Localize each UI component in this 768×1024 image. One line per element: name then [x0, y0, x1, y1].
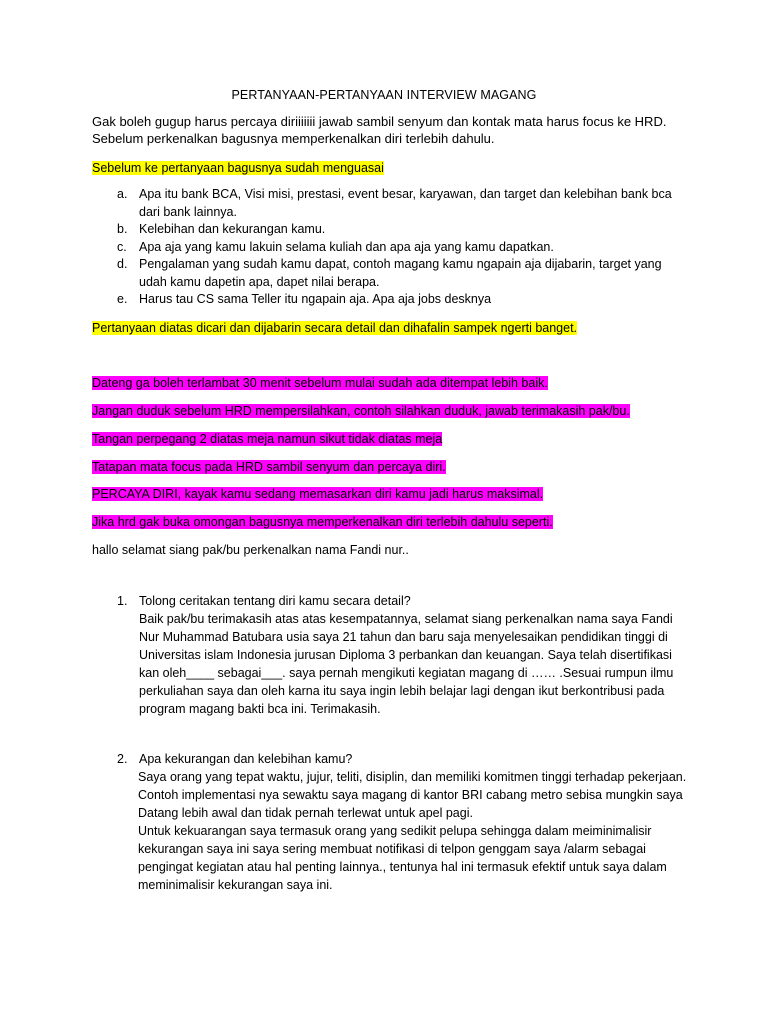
list-marker: d. — [117, 257, 128, 271]
list-item-text: Harus tau CS sama Teller itu ngapain aja. Apa aja jobs desknya — [139, 292, 492, 306]
question-number: 2. — [117, 752, 128, 766]
highlight-yellow-note-text: Pertanyaan diatas dicari dan dijabarin secara detail dan dihafalin sampek ngerti banget. — [92, 321, 578, 335]
list-item-text: Kelebihan dan kekurangan kamu. — [139, 222, 326, 236]
list-item — [92, 291, 692, 309]
highlight-magenta-text: Tangan perpegang 2 diatas meja namun sikut tidak diatas meja — [92, 432, 443, 446]
document-title: PERTANYAAN-PERTANYAAN INTERVIEW MAGANG — [231, 88, 537, 102]
list-item — [92, 186, 692, 221]
tip-line — [92, 459, 446, 475]
answer-2-strengths: Saya orang yang tepat waktu, jujur, teliti, disiplin, dan memiliki komitmen tinggi terhadap pekerjaan. Contoh implementasi nya sewaktu saya magang di kantor BRI cabang metro sebisa mungkin saya Datang lebih awal dan tidak pernah terlewat untuk apel pagi. — [138, 770, 687, 820]
tip-line — [92, 375, 548, 391]
list-item-text: Apa aja yang kamu lakuin selama kuliah dan apa aja yang kamu dapatkan. — [139, 239, 554, 254]
list-marker: b. — [117, 222, 128, 236]
highlight-magenta-text: Tatapan mata focus pada HRD sambil senyum dan percaya diri. — [92, 460, 446, 474]
list-item — [92, 221, 692, 239]
highlight-magenta-text: PERCAYA DIRI, kayak kamu sedang memasarkan diri kamu jadi harus maksimal. — [92, 487, 544, 501]
tip-line — [92, 486, 543, 502]
highlight-magenta-text: Jika hrd gak buka omongan bagusnya memperkenalkan diri terlebih dahulu seperti. — [92, 515, 553, 529]
highlight-magenta-text: Dateng ga boleh terlambat 30 menit sebelum mulai sudah ada ditempat lebih baik. — [92, 376, 548, 390]
question-text: Tolong ceritakan tentang diri kamu secara detail? — [139, 594, 411, 608]
tip-line — [92, 514, 553, 530]
question-block-1 — [92, 593, 692, 718]
list-marker: e. — [117, 292, 128, 306]
preparation-list — [92, 186, 692, 309]
highlight-magenta-text: Jangan duduk sebelum HRD mempersilahkan, contoh silahkan duduk, jawab terimakasih pak/bu. — [92, 404, 630, 418]
question-block-2 — [92, 751, 692, 894]
list-item-text: Apa itu bank BCA, Visi misi, prestasi, event besar, karyawan, dan target dan kelebihan bank bca dari bank lainnya. — [139, 187, 672, 219]
greeting-line: hallo selamat siang pak/bu perkenalkan nama Fandi nur.. — [92, 543, 409, 557]
highlight-yellow-prep-text: Sebelum ke pertanyaan bagusnya sudah menguasai — [92, 161, 384, 175]
question-1 — [92, 593, 692, 610]
answer-2 — [92, 768, 692, 894]
tip-line — [92, 431, 442, 447]
question-2 — [92, 751, 692, 768]
list-item-text: Pengalaman yang sudah kamu dapat, contoh magang kamu ngapain aja dijabarin, target yang udah kamu dapetin apa, dapet nilai berapa. — [139, 257, 662, 289]
intro-paragraph: Gak boleh gugup harus percaya diriiiiiii jawab sambil senyum dan kontak mata harus focus ke HRD. Sebelum perkenalkan bagusnya memperkenalkan diri terlebih dahulu. — [92, 114, 667, 146]
list-marker: a. — [117, 187, 128, 201]
answer-2-weaknesses: Untuk kekuarangan saya termasuk orang yang sedikit pelupa sehingga dalam meiminimalisir kekurangan saya ini saya sering membuat notifikasi di telpon genggam saya /alarm sebagai pengingat kegiatan atau hal penting lainnya., tentunya hal ini termasuk efektif untuk saya dalam meminimalisir kekurangan saya ini. — [138, 824, 667, 892]
tip-line — [92, 403, 630, 419]
highlight-yellow-note — [92, 320, 577, 336]
list-item — [92, 239, 692, 257]
list-item — [92, 256, 692, 291]
highlight-yellow-prep — [92, 160, 384, 176]
list-marker: c. — [117, 239, 127, 254]
question-text: Apa kekurangan dan kelebihan kamu? — [139, 752, 353, 766]
answer-1: Baik pak/bu terimakasih atas atas kesempatannya, selamat siang perkenalkan nama saya Fandi Nur Muhammad Batubara usia saya 21 tahun dan baru saja menyelesaikan pendidikan tinggi di Universitas islam Indonesia jurusan Diploma 3 perbankan dan keuangan. Saya telah disertifikasi kan oleh____ sebagai___. saya pernah mengikuti kegiatan magang di …… .Sesuai rumpun ilmu perkuliahan saya dan oleh karna itu saya ingin lebih belajar lagi dengan ikut berkontribusi pada program magang bakti bca ini. Terimakasih. — [139, 612, 674, 716]
question-number: 1. — [117, 594, 128, 608]
